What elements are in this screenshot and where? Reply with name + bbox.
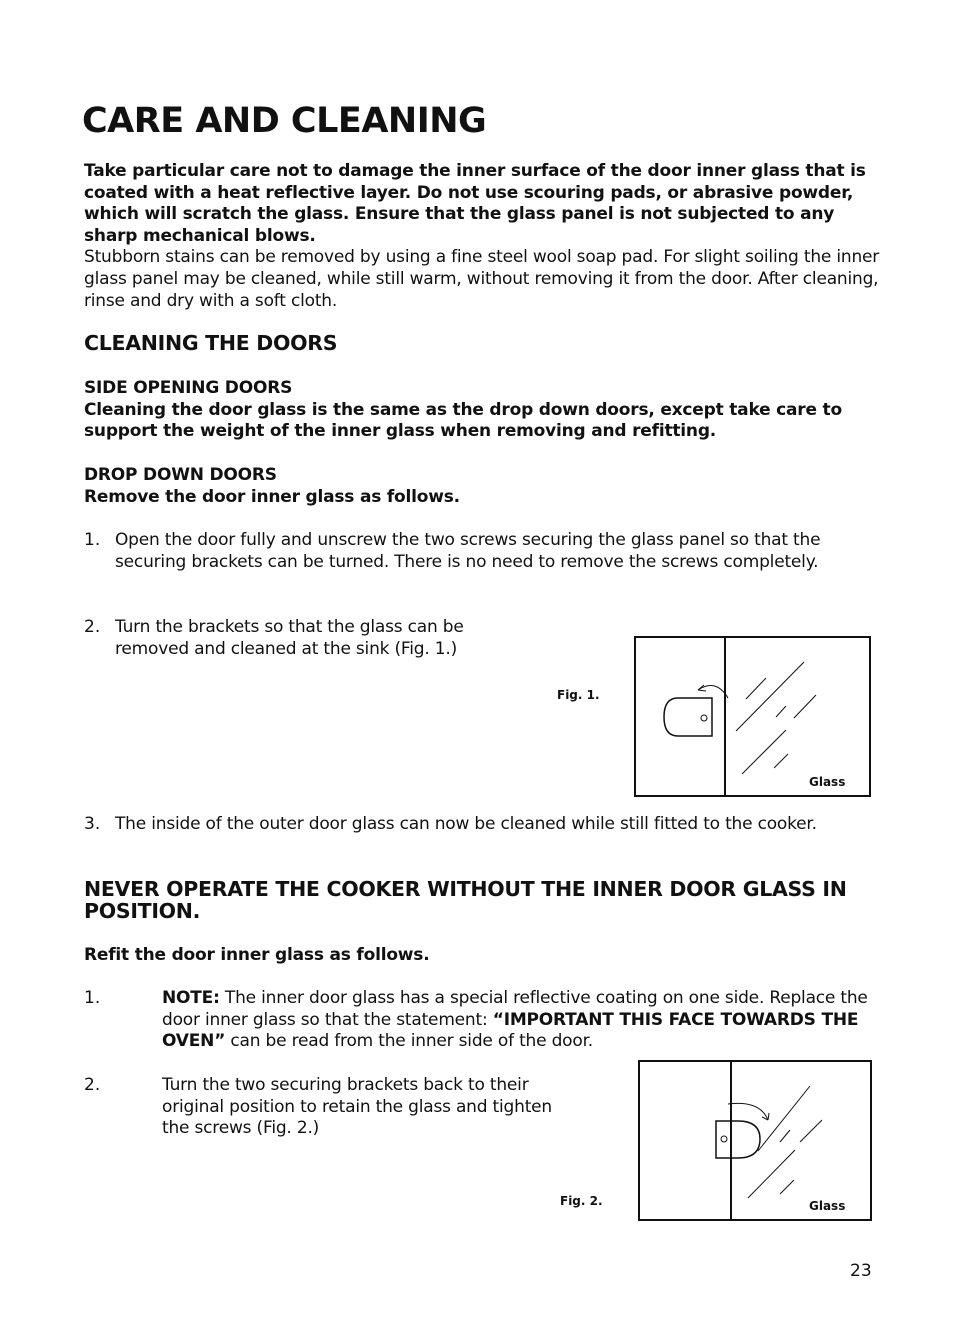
step-number: 1. xyxy=(84,530,101,550)
fig1-glass-line xyxy=(774,754,788,768)
step-number: 2. xyxy=(84,617,101,637)
cleaning-doors-heading: CLEANING THE DOORS xyxy=(84,331,338,355)
intro-warning-text: Take particular care not to damage the inner surface of the door inner glass that is coated with a heat reflective layer. Do not use scouring pads, or abrasive powder, which will scratch the glass. Ensure that the glass panel is not subjected to any sharp mechanical blows. xyxy=(84,161,866,246)
fig2-glass-line xyxy=(748,1150,795,1198)
drop-down-heading: DROP DOWN DOORS xyxy=(84,465,277,485)
step-text: Open the door fully and unscrew the two screws securing the glass panel so that the securing brackets can be turned. There is no need to remove the screws completely. xyxy=(115,530,821,572)
fig1-glass-line xyxy=(794,695,816,718)
step-text: Turn the two securing brackets back to their original position to retain the glass and tighten the screws (Fig. 2.) xyxy=(162,1075,553,1139)
fig2-screw xyxy=(721,1136,727,1142)
refit-step-text xyxy=(162,988,877,1053)
drop-down-text: Remove the door inner glass as follows. xyxy=(84,486,460,507)
fig1-glass-line xyxy=(776,706,786,717)
important-statement: “IMPORTANT THIS FACE TOWARDS THE OVEN” xyxy=(162,1009,859,1052)
step-text: Turn the brackets so that the glass can be removed and cleaned at the sink (Fig. 1.) xyxy=(115,617,464,659)
step-number: 1. xyxy=(84,988,101,1008)
warning-heading: NEVER OPERATE THE COOKER WITHOUT THE INNER DOOR GLASS IN POSITION. xyxy=(84,877,847,923)
fig2-arrow-head xyxy=(762,1113,769,1120)
step-number: 2. xyxy=(84,1075,101,1095)
side-opening-section xyxy=(84,378,884,443)
fig1-glass-label: Glass xyxy=(809,775,846,789)
intro-paragraph xyxy=(84,161,884,312)
note-label: NOTE: xyxy=(162,988,220,1008)
fig1-screw xyxy=(701,715,707,721)
fig2-label: Fig. 2. xyxy=(560,1194,603,1208)
side-opening-text: Cleaning the door glass is the same as the drop down doors, except take care to support the weight of the inner glass when removing and refitting. xyxy=(84,399,842,442)
fig1-bracket xyxy=(664,698,712,736)
refit-heading: Refit the door inner glass as follows. xyxy=(84,945,430,965)
note-text-end: can be read from the inner side of the door. xyxy=(225,1031,594,1052)
fig1-drawing xyxy=(636,638,869,795)
fig1-glass-line xyxy=(736,662,804,731)
fig2-glass-label: Glass xyxy=(809,1199,846,1213)
fig2-glass-line xyxy=(780,1180,794,1194)
side-opening-heading: SIDE OPENING DOORS xyxy=(84,378,293,398)
fig1-diagram xyxy=(634,636,871,797)
fig1-glass-line xyxy=(746,678,766,699)
fig1-label: Fig. 1. xyxy=(557,688,600,702)
note-text: The inner door glass has a special reflective coating on one side. Replace the door inner glass so that the statement: xyxy=(162,988,868,1030)
fig2-glass-line xyxy=(800,1120,822,1142)
page-number: 23 xyxy=(850,1261,872,1281)
page-title: CARE AND CLEANING xyxy=(82,101,487,141)
fig2-diagram xyxy=(638,1060,872,1221)
fig1-rotate-arrow xyxy=(698,686,728,699)
fig2-bracket xyxy=(716,1121,760,1158)
fig2-glass-line xyxy=(780,1130,790,1142)
fig1-glass-line xyxy=(742,730,786,774)
fig2-drawing xyxy=(640,1062,870,1219)
step-text: The inside of the outer door glass can now be cleaned while still fitted to the cooker. xyxy=(115,814,817,834)
drop-down-section xyxy=(84,465,884,508)
step-number: 3. xyxy=(84,814,101,834)
intro-body-text: Stubborn stains can be removed by using a fine steel wool soap pad. For slight soiling the inner glass panel may be cleaned, while still warm, without removing it from the door. After cleaning, rinse and dry with a soft cloth. xyxy=(84,247,880,311)
